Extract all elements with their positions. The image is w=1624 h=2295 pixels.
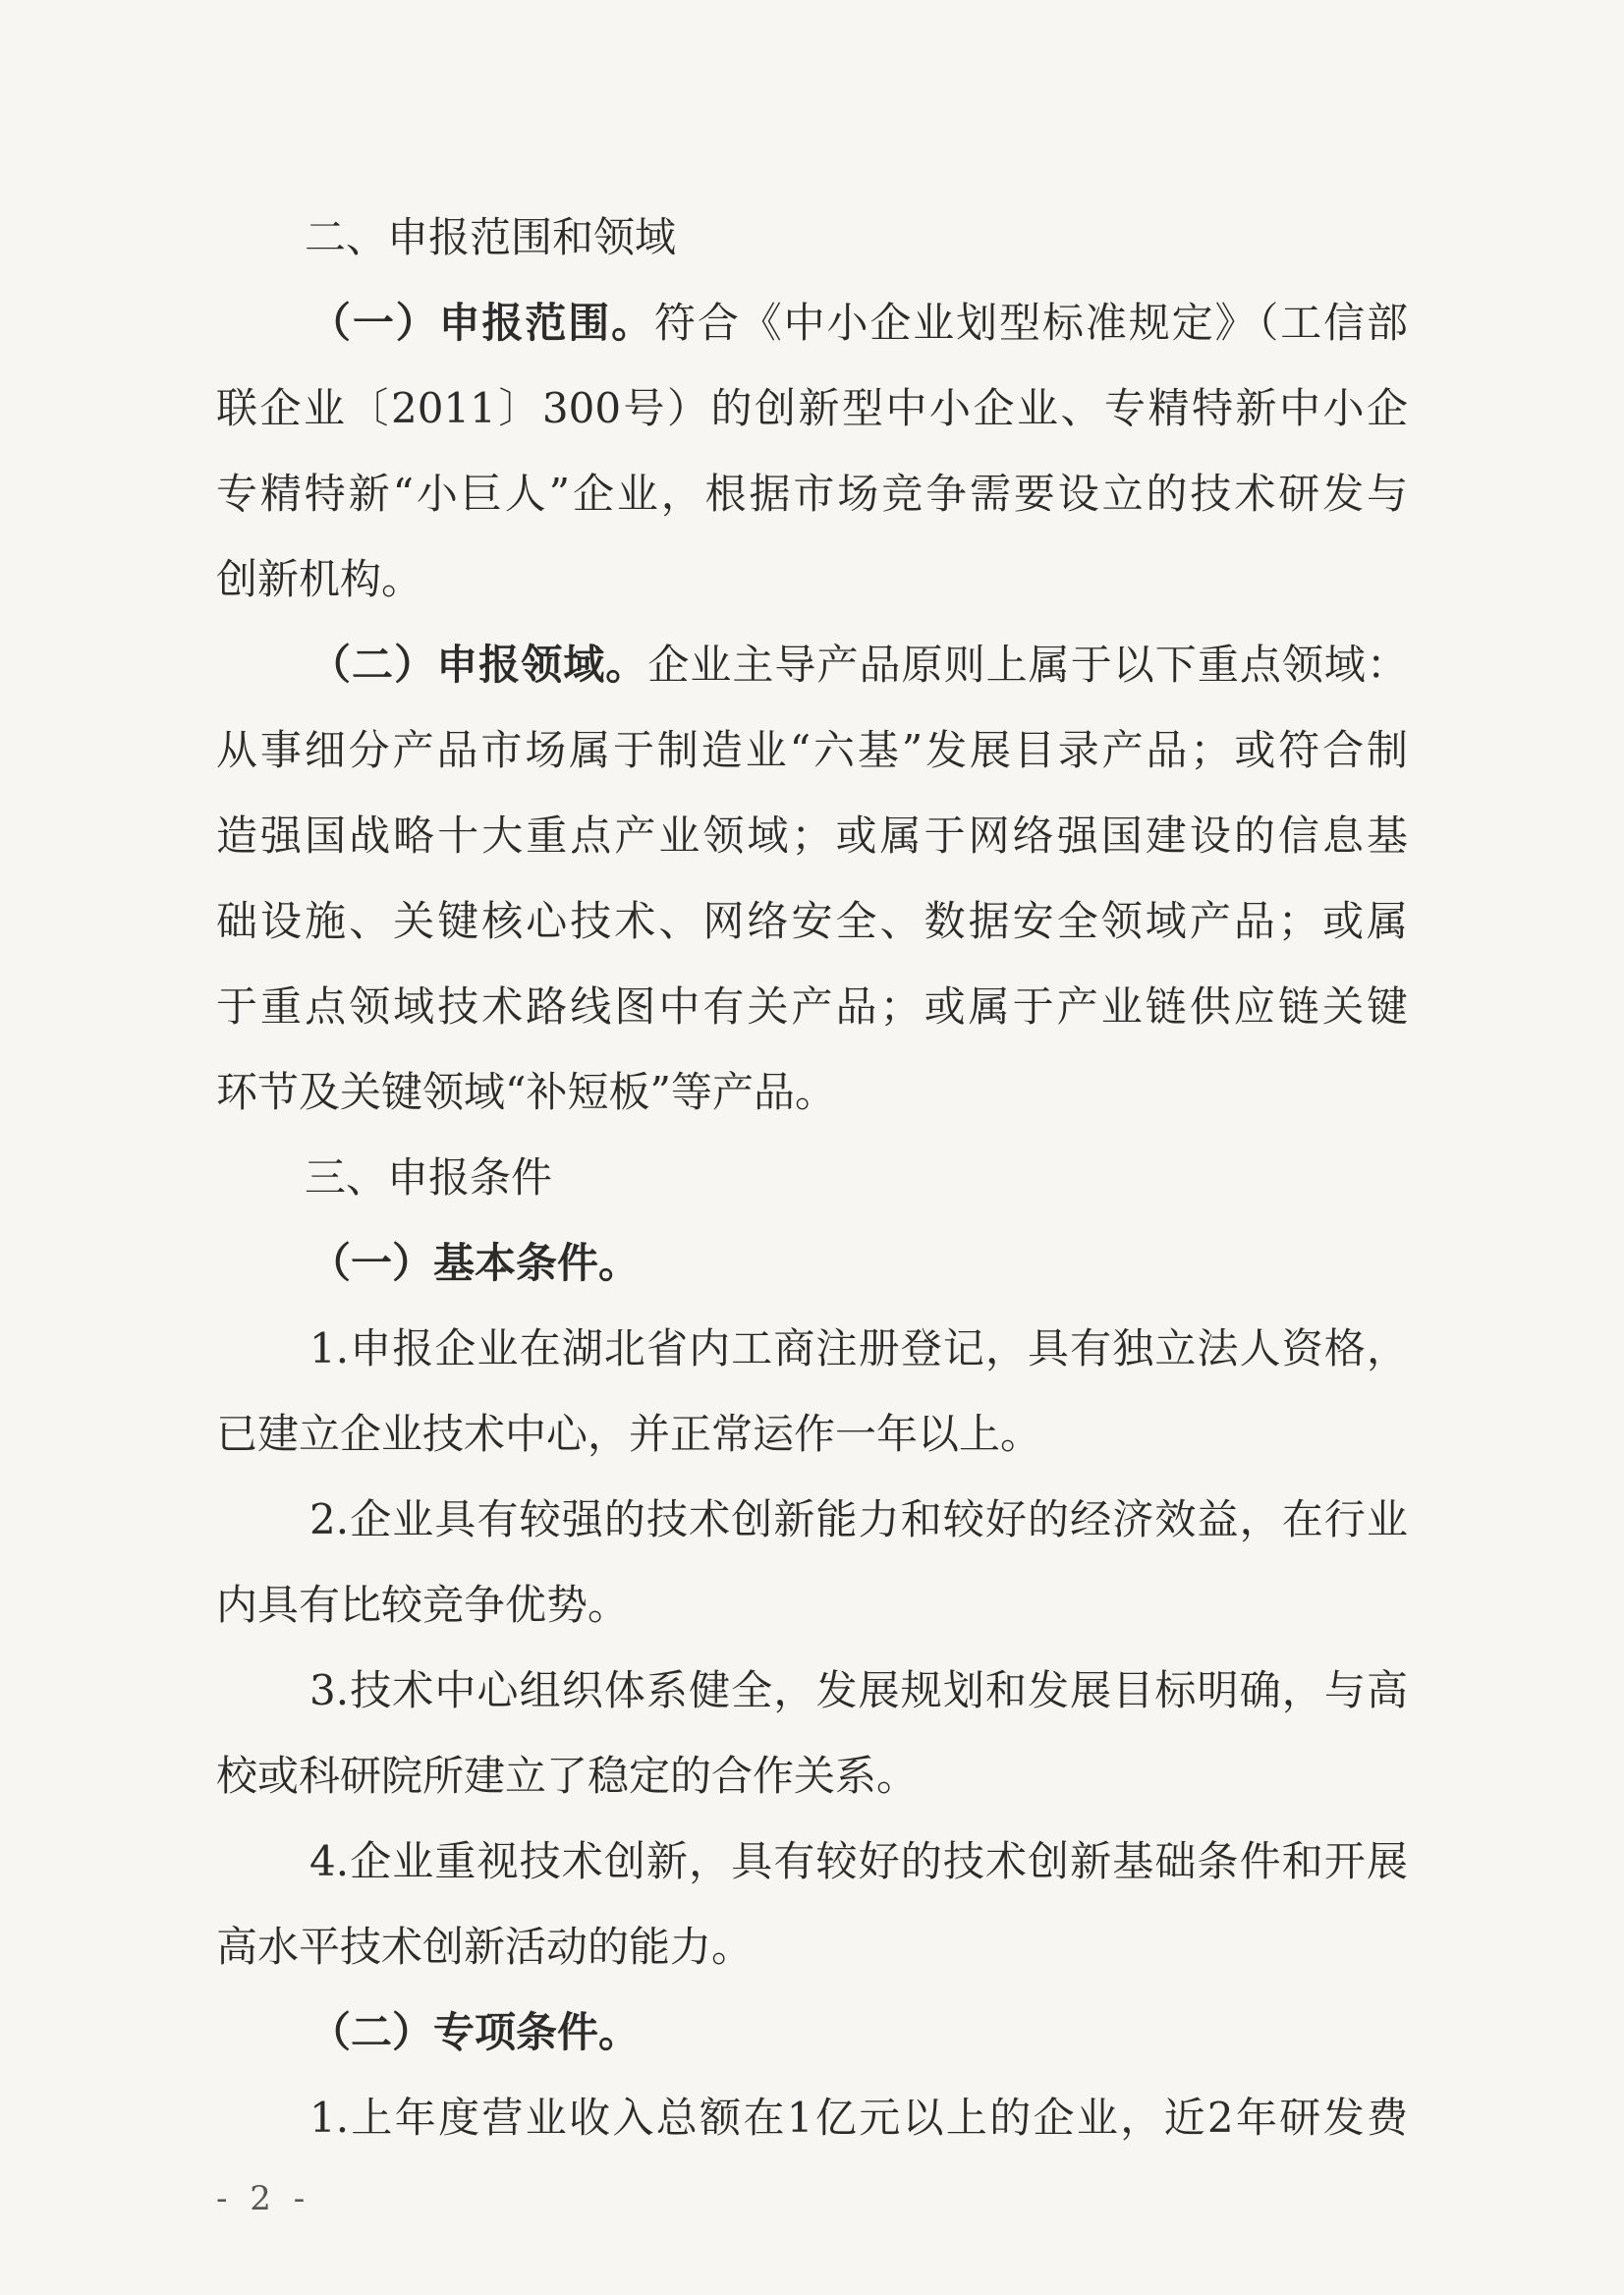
line-text: 企业主导产品原则上属于以下重点领域： [647, 641, 1408, 689]
para-2-line-4 [216, 880, 1408, 963]
para-2-line-5 [216, 966, 1408, 1048]
para-2-line-2 [216, 709, 1408, 792]
line-text: 于重点领域技术路线图中有关产品；或属于产业链供应链关键 [216, 982, 1408, 1031]
para-1-line-4 [216, 538, 1624, 621]
line-text: 础设施、关键核心技术、网络安全、数据安全领域产品；或属 [216, 897, 1408, 945]
line-text: 联企业〔2011〕300号）的创新型中小企业、专精特新中小企 [216, 384, 1408, 432]
line-text: 专精特新“小巨人”企业，根据市场竞争需要设立的技术研发与 [216, 470, 1408, 518]
item-4-line-2 [216, 1906, 1624, 1988]
para-2-line-6 [216, 1051, 1624, 1134]
section-heading-3 [305, 1137, 1624, 1219]
line-text: 高水平技术创新活动的能力。 [216, 1923, 754, 1971]
line-text: 三、申报条件 [305, 1153, 553, 1202]
subheading-special-text: （二）专项条件。 [309, 2008, 641, 2056]
subheading-basic [309, 1222, 1624, 1305]
special-item-1-line-1 [309, 2077, 1408, 2159]
subheading-special [309, 1991, 1624, 2074]
line-text: 造强国战略十大重点产业领域；或属于网络强国建设的信息基 [216, 812, 1408, 860]
page-number: - 2 - [216, 2179, 311, 2218]
para-1-line-3 [216, 453, 1408, 535]
line-text: 校或科研院所建立了稳定的合作关系。 [216, 1752, 919, 1800]
line-text: 已建立企业技术中心，并正常运作一年以上。 [216, 1410, 1042, 1458]
item-1-line-1 [309, 1308, 1408, 1390]
item-1-line-2 [216, 1393, 1624, 1476]
item-3-line-1 [309, 1650, 1408, 1732]
item-4-line-1 [309, 1820, 1408, 1903]
item-2-line-2 [216, 1564, 1624, 1647]
line-text: 2.企业具有较强的技术创新能力和较好的经济效益，在行业 [309, 1495, 1408, 1543]
para-2-line-1 [309, 624, 1408, 706]
line-text: 二、申报范围和领域 [305, 213, 677, 261]
line-text: 符合《中小企业划型标准规定》（工信部 [654, 299, 1408, 347]
line-text: 4.企业重视技术创新，具有较好的技术创新基础条件和开展 [309, 1837, 1408, 1885]
section-heading-2 [305, 196, 1624, 279]
line-text: 创新机构。 [216, 555, 423, 603]
line-text: 内具有比较竞争优势。 [216, 1581, 630, 1629]
line-text: 从事细分产品市场属于制造业“六基”发展目录产品；或符合制 [216, 726, 1408, 774]
para-1-line-1 [309, 282, 1408, 364]
subheading-fields: （二）申报领域。 [309, 641, 648, 689]
line-text: 1.申报企业在湖北省内工商注册登记，具有独立法人资格， [309, 1324, 1408, 1372]
para-2-line-3 [216, 795, 1408, 877]
item-2-line-1 [309, 1479, 1408, 1561]
subheading-scope: （一）申报范围。 [309, 299, 655, 347]
subheading-basic-text: （一）基本条件。 [309, 1239, 641, 1287]
item-3-line-2 [216, 1735, 1624, 1818]
para-1-line-2 [216, 367, 1408, 450]
line-text: 环节及关键领域“补短板”等产品。 [216, 1068, 836, 1116]
line-text: 1.上年度营业收入总额在1亿元以上的企业，近2年研发费 [309, 2094, 1408, 2142]
line-text: 3.技术中心组织体系健全，发展规划和发展目标明确，与高 [309, 1666, 1408, 1714]
